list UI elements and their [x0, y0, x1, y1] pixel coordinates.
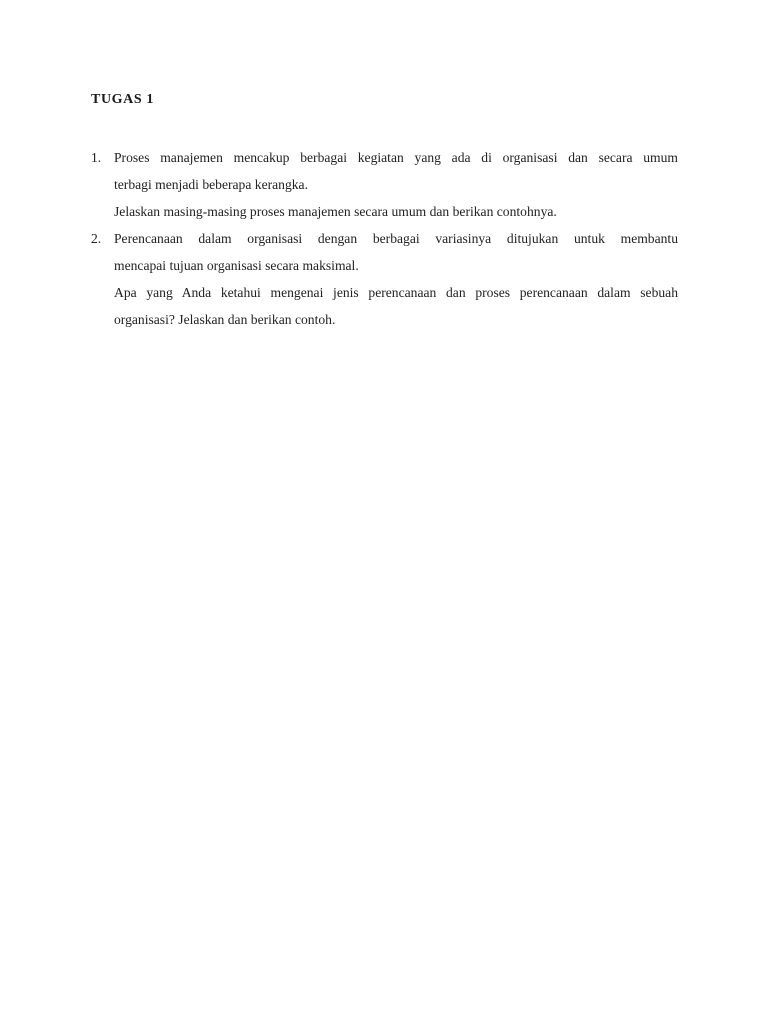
question-text	[114, 225, 678, 333]
question-item-2	[91, 225, 678, 333]
question-line: Apa yang Anda ketahui mengenai jenis perencanaan dan proses perencanaan dalam sebuah	[114, 285, 678, 300]
question-line: terbagi menjadi beberapa kerangka.	[114, 177, 308, 192]
question-line: Perencanaan dalam organisasi dengan berbagai variasinya ditujukan untuk membantu	[114, 231, 678, 246]
question-list	[91, 144, 678, 333]
question-line: organisasi? Jelaskan dan berikan contoh.	[114, 312, 336, 327]
question-item-1	[91, 144, 678, 225]
question-text	[114, 144, 678, 225]
question-line: mencapai tujuan organisasi secara maksimal.	[114, 258, 359, 273]
question-number: 1.	[91, 150, 102, 165]
question-line: Jelaskan masing-masing proses manajemen secara umum dan berikan contohnya.	[114, 204, 557, 219]
question-number: 2.	[91, 231, 102, 246]
document-title: TUGAS 1	[91, 92, 154, 107]
question-line: Proses manajemen mencakup berbagai kegiatan yang ada di organisasi dan secara umum	[114, 150, 678, 165]
